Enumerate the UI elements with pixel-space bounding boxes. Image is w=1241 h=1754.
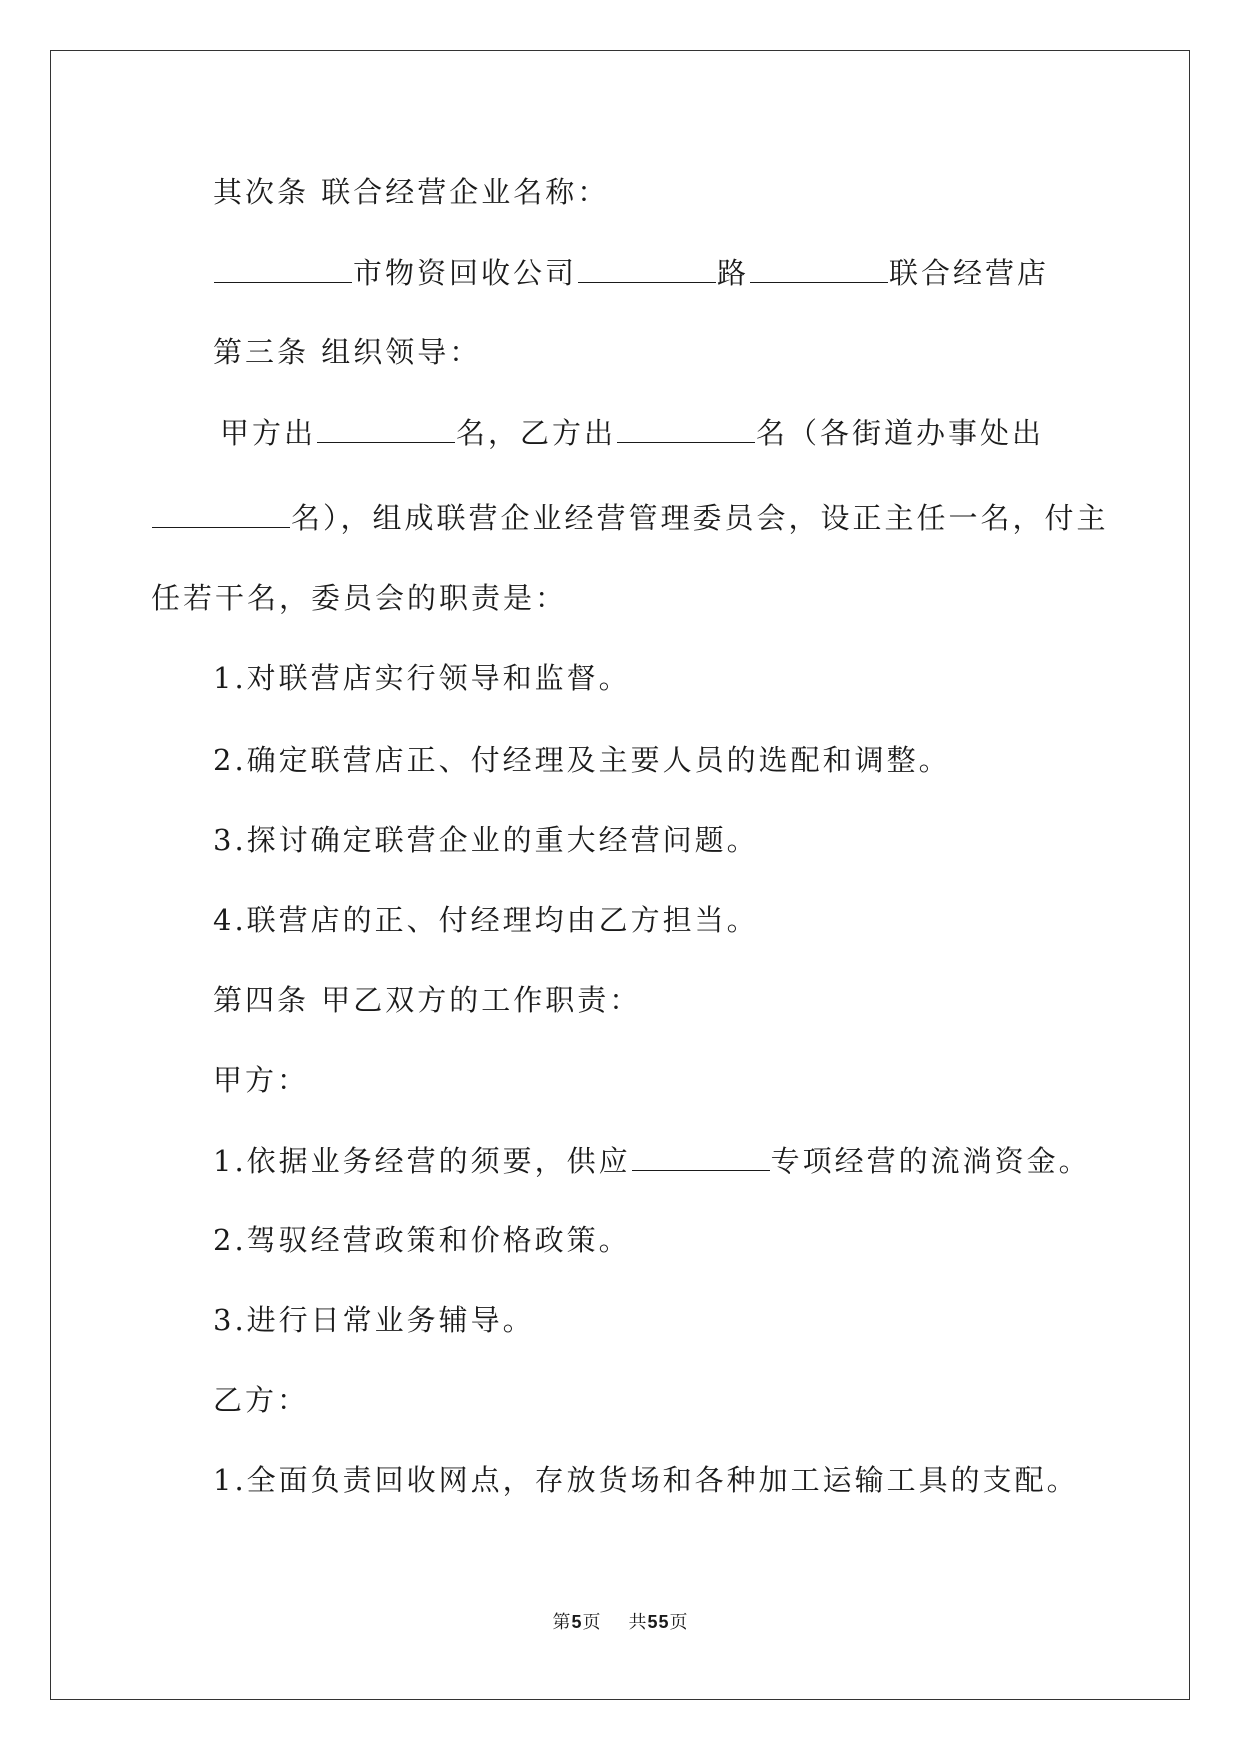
text-fragment: 甲方出	[220, 416, 317, 450]
current-page-number: 5	[571, 1612, 583, 1632]
paragraph-org-line-3: 任若干名，委员会的职责是：	[151, 581, 568, 615]
fill-blank[interactable]	[632, 1140, 770, 1171]
text-fragment: 路	[717, 256, 750, 290]
list-item: 2.确定联营店正、付经理及主要人员的选配和调整。	[213, 743, 951, 777]
paragraph-article-3: 第三条 组织领导：	[213, 335, 482, 369]
list-item: 4.联营店的正、付经理均由乙方担当。	[213, 903, 759, 937]
fill-blank[interactable]	[214, 252, 352, 283]
fill-blank[interactable]	[152, 497, 290, 528]
fill-blank[interactable]	[578, 252, 716, 283]
text-fragment: 名），组成联营企业经营管理委员会，设正主任一名，付主	[291, 501, 1109, 535]
text-fragment: 1.依据业务经营的须要，供应	[213, 1144, 631, 1178]
text-fragment: 名，乙方出	[456, 416, 617, 450]
party-a-heading: 甲方：	[213, 1063, 310, 1097]
text-fragment: 专项经营的流淌资金。	[770, 1144, 1091, 1178]
list-item: 1.全面负责回收网点，存放货场和各种加工运输工具的支配。	[213, 1463, 1079, 1497]
footer-prefix: 第	[552, 1612, 572, 1633]
text-fragment: 市物资回收公司	[353, 256, 578, 290]
fill-blank[interactable]	[317, 412, 455, 443]
list-item: 2.驾驭经营政策和价格政策。	[213, 1223, 631, 1257]
list-item: 3.进行日常业务辅导。	[213, 1303, 535, 1337]
page-frame	[50, 50, 1190, 1700]
paragraph-org-line-2	[151, 497, 1109, 538]
text-fragment: 联合经营店	[889, 256, 1050, 290]
footer-total-prefix: 共	[628, 1612, 648, 1633]
paragraph-article-4: 第四条 甲乙双方的工作职责：	[213, 983, 642, 1017]
list-item	[213, 1140, 1091, 1181]
paragraph-article-2: 其次条 联合经营企业名称：	[213, 175, 610, 209]
text-fragment: 名（各街道办事处出	[756, 416, 1045, 450]
page-footer	[0, 1608, 1241, 1634]
footer-page-suffix: 页	[582, 1612, 602, 1633]
fill-blank[interactable]	[750, 252, 888, 283]
footer-total-suffix: 页	[669, 1612, 689, 1633]
paragraph-enterprise-name	[213, 252, 1049, 293]
list-item: 3.探讨确定联营企业的重大经营问题。	[213, 823, 759, 857]
total-page-number: 55	[647, 1612, 670, 1632]
fill-blank[interactable]	[617, 412, 755, 443]
list-item: 1.对联营店实行领导和监督。	[213, 661, 631, 695]
paragraph-org-line-1	[220, 412, 1044, 453]
party-b-heading: 乙方：	[213, 1383, 310, 1417]
